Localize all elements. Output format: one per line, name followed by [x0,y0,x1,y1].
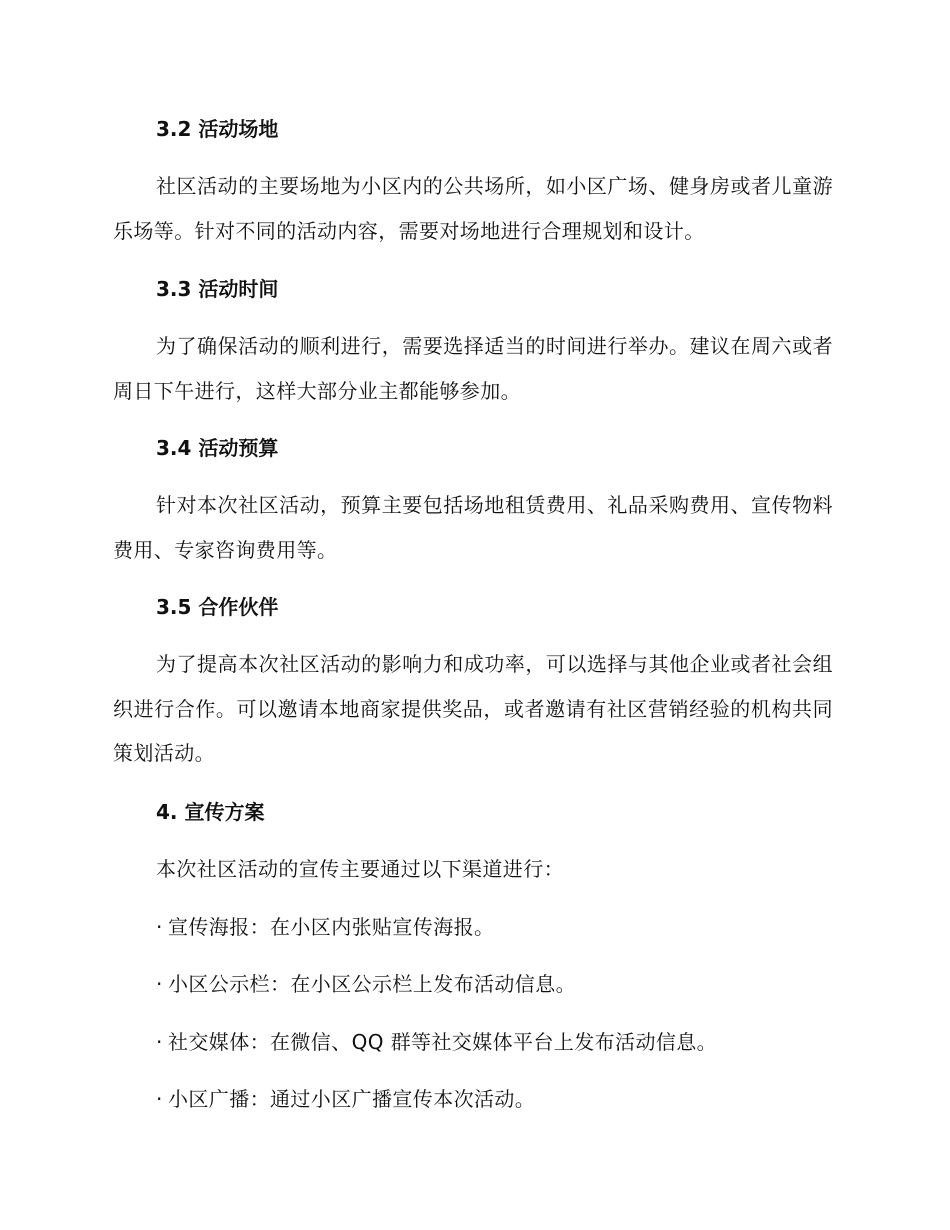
list-item-text: 社交媒体：在微信、QQ 群等社交媒体平台上发布活动信息。 [168,1030,718,1054]
section-heading-promotion: 4. 宣传方案 [156,800,265,824]
section-body-venue: 社区活动的主要场地为小区内的公共场所，如小区广场、健身房或者儿童游乐场等。针对不同的活动内容，需要对场地进行合理规划和设计。 [113,174,833,243]
promotion-intro: 本次社区活动的宣传主要通过以下渠道进行： [156,857,564,881]
section-heading-time: 3.3 活动时间 [156,277,279,301]
bullet-icon: · [156,915,163,939]
list-item-text: 小区公示栏：在小区公示栏上发布活动信息。 [168,972,576,996]
section-body-budget: 针对本次社区活动，预算主要包括场地租赁费用、礼品采购费用、宣传物料费用、专家咨询费用等。 [113,493,833,562]
list-item [156,1030,836,1054]
section-body-time: 为了确保活动的顺利进行，需要选择适当的时间进行举办。建议在周六或者周日下午进行，这样大部分业主都能够参加。 [113,334,833,403]
list-item-text: 宣传海报：在小区内张贴宣传海报。 [168,915,495,939]
list-item-text: 小区广播：通过小区广播宣传本次活动。 [168,1087,536,1111]
list-item [156,915,836,939]
section-heading-budget: 3.4 活动预算 [156,436,279,460]
bullet-icon: · [156,1087,163,1111]
list-item [156,972,836,996]
list-item [156,1087,836,1111]
section-heading-venue: 3.2 活动场地 [156,117,279,141]
section-heading-partners: 3.5 合作伙伴 [156,595,279,619]
bullet-icon: · [156,972,163,996]
section-body-partners: 为了提高本次社区活动的影响力和成功率，可以选择与其他企业或者社会组织进行合作。可以邀请本地商家提供奖品，或者邀请有社区营销经验的机构共同策划活动。 [113,652,833,765]
bullet-icon: · [156,1030,163,1054]
